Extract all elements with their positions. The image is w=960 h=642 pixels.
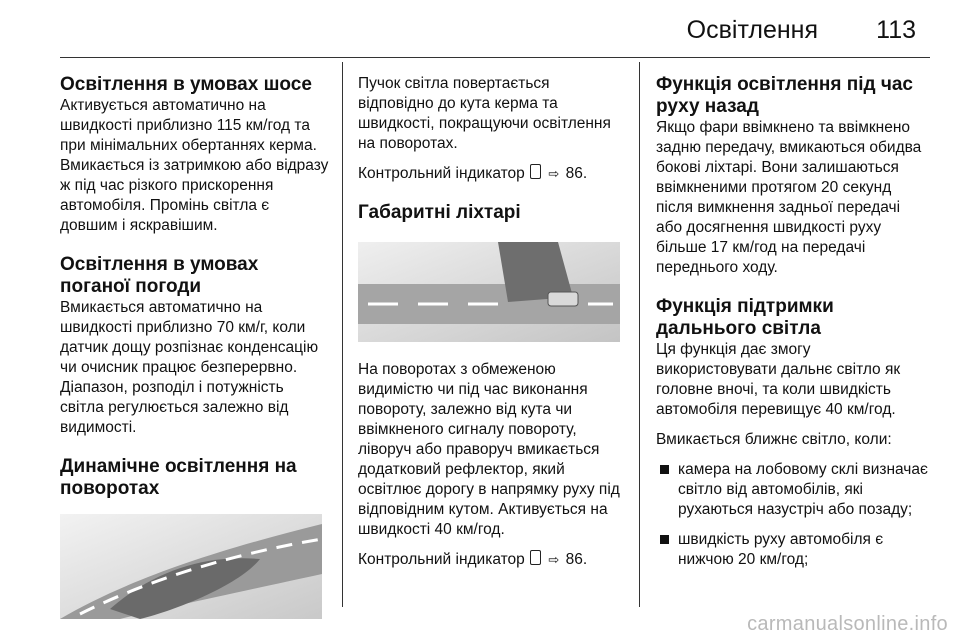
column-1 [60,74,330,619]
bullet-square-icon [660,465,669,474]
indicator-reference-1 [358,164,628,184]
page-reference-arrow-icon: ⇨ [548,166,560,181]
list-item: швидкість руху автомобіля є нижчою 20 км/год; [656,530,928,570]
header-divider [60,57,930,58]
reference-page[interactable]: 86. [565,551,588,568]
reference-label: Контрольний індикатор [358,165,525,182]
paragraph-highway-lighting: Активується автоматично на швидкості приблизно 115 км/год та при мінімальних обертаннях керма. Вмикається із затримкою або відразу ж під час різкого прискорення автомобіля. Промінь світла є довшим і яскравішим. [60,97,329,234]
indicator-lamp-icon [530,550,541,565]
page-number: 113 [876,16,916,44]
paragraph-reverse-lighting: Якщо фари ввімкнено та ввімкнено задню передачу, вмикаються обидва бокові ліхтарі. Вони залишаються ввімкненими протягом 20 секунд після вимкнення задньої передачі або досягнення швидкості руху більше 17 км/год на передачі переднього ходу. [656,119,922,276]
heading-bad-weather-lighting: Освітлення в умовах поганої погоди [60,254,259,297]
indicator-reference-2 [358,550,628,570]
indicator-lamp-icon [530,164,541,179]
column-2 [358,74,628,570]
page-header [60,14,930,54]
reference-page[interactable]: 86. [565,165,588,182]
heading-highway-lighting: Освітлення в умовах шосе [60,74,312,95]
heading-reverse-lighting: Функція освітлення під час руху назад [656,74,913,117]
cornering-light-illustration [60,514,322,619]
paragraph-high-beam-assist: Ця функція дає змогу використовувати дальнє світло як головне вночі, та коли швидкість автомобіля перевищує 40 км/год. [656,341,901,418]
paragraph-additional-reflector: На поворотах з обмеженою видимістю чи під час виконання повороту, залежно від кута чи ввімкненого сигналу повороту, ліворуч або праворуч вмикається додатковий рефлектор, який освітлює дорогу в напрямку руху під відповідним кутом. Активується на швидкості 40 км/год. [358,361,620,538]
cornering-road-svg [60,514,322,619]
paragraph-beam-turning: Пучок світла повертається відповідно до кута керма та швидкості, покращуючи освітлення на поворотах. [358,75,611,152]
page-reference-arrow-icon: ⇨ [548,552,560,567]
heading-high-beam-assist: Функція підтримки дальнього світла [656,296,834,339]
bullet-square-icon [660,535,669,544]
watermark: carmanualsonline.info [747,613,948,635]
parking-light-illustration [358,242,620,342]
section-title: Освітлення [686,16,818,44]
paragraph-bad-weather-lighting: Вмикається автоматично на швидкості приблизно 70 км/г, коли датчик дощу розпізнає конденсацію чи очисник працює безперервно. Діапазон, розподіл і потужність світла регулюється залежно від видимості. [60,299,319,436]
column-divider-1 [342,62,343,607]
reference-label: Контрольний індикатор [358,551,525,568]
heading-dynamic-cornering: Динамічне освітлення на поворотах [60,456,297,499]
list-item: камера на лобовому склі визначає світло від автомобілів, які рухаються назустріч або позаду; [656,460,928,520]
heading-parking-lights: Габаритні ліхтарі [358,202,521,223]
parking-road-svg [358,242,620,342]
paragraph-low-beam-conditions: Вмикається ближнє світло, коли: [656,431,892,448]
column-3 [656,74,928,570]
column-divider-2 [639,62,640,607]
low-beam-conditions-list [656,460,928,570]
